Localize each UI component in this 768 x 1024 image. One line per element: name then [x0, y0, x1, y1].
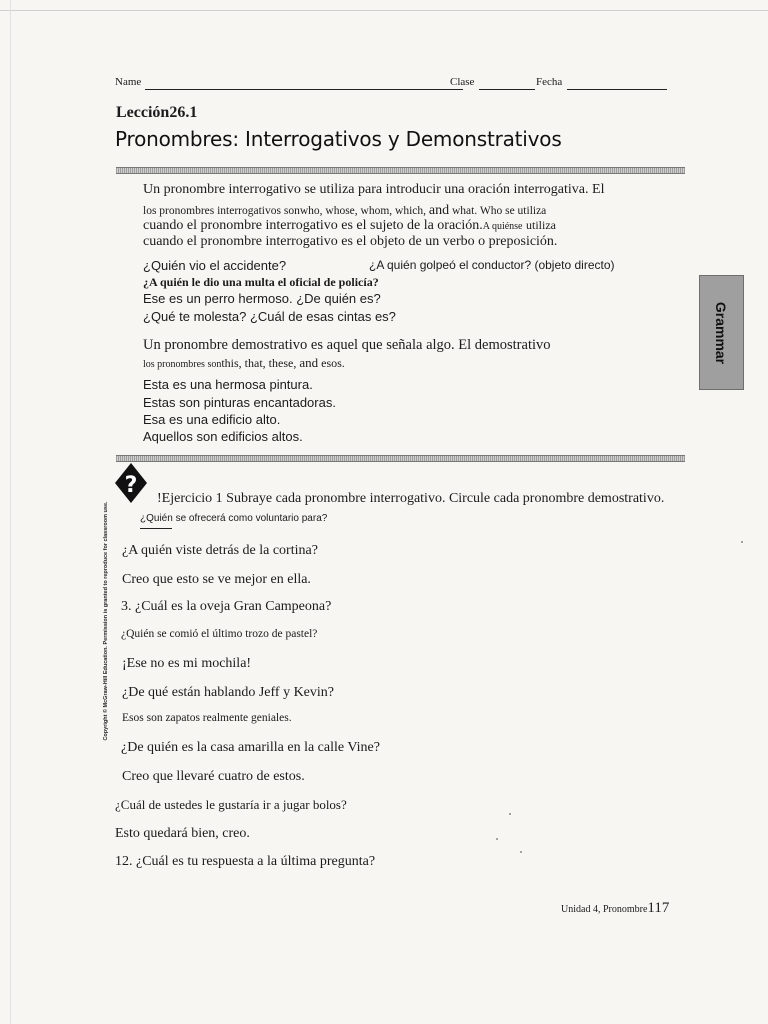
scan-speck: [509, 813, 511, 815]
example-sentence: ¿A quién golpeó el conductor? (objeto directo): [369, 258, 615, 272]
lesson-title: Pronombres: Interrogativos y Demonstrativos: [115, 127, 562, 151]
exercise-item[interactable]: ¿Quién se comió el último trozo de pastel?: [121, 628, 318, 640]
scan-speck: [741, 541, 743, 543]
example-sentence: Esta es una hermosa pintura.: [143, 377, 313, 392]
section-rule-top: [116, 167, 685, 174]
scan-speck: [520, 851, 522, 853]
grammar-side-tab: [699, 275, 744, 390]
lesson-number: Lección26.1: [116, 104, 198, 121]
intro-text-line: [143, 218, 556, 234]
date-label: Fecha: [536, 76, 563, 88]
page-footer: [561, 899, 669, 917]
scan-speck: [496, 838, 498, 840]
intro-text-fragment: this, that, these,: [221, 356, 297, 370]
exercise-item[interactable]: Esos son zapatos realmente geniales.: [122, 712, 292, 724]
exercise-instruction: !Ejercicio 1 Subraye cada pronombre interrogativo. Circule cada pronombre demostrativo.: [157, 491, 665, 506]
intro-text-fragment: cuando el pronombre interrogativo es el sujeto de la oración.: [143, 218, 483, 233]
example-sentence: Ese es un perro hermoso. ¿De quién es?: [143, 291, 381, 306]
example-sentence: Estas son pinturas encantadoras.: [143, 395, 336, 410]
class-field[interactable]: [479, 89, 535, 90]
example-sentence: Esa es una edificio alto.: [143, 412, 281, 427]
example-sentence: ¿Qué te molesta? ¿Cuál de esas cintas es?: [143, 309, 396, 324]
section-rule-bottom: [116, 455, 685, 462]
intro-text-fragment: A quiénse: [482, 221, 523, 232]
exercise-item[interactable]: Esto quedará bien, creo.: [115, 826, 250, 841]
intro-text-fragment: utiliza: [526, 218, 556, 232]
intro-text-fragment: los pronombres interrogativos sonwho, whose, whom, which,: [143, 205, 426, 217]
exercise-item[interactable]: ¡Ese no es mi mochila!: [122, 656, 252, 671]
exercise-item[interactable]: ¿Cuál de ustedes le gustaría ir a jugar bolos?: [115, 797, 347, 812]
class-label: Clase: [450, 76, 475, 88]
intro-text-fragment: and: [428, 203, 450, 218]
intro-text-fragment: what. Who se utiliza: [451, 205, 547, 217]
intro-text-fragment: los pronombres son: [143, 359, 222, 370]
intro-text-fragment: and: [299, 355, 319, 370]
exercise-item[interactable]: ¿De quién es la casa amarilla en la calle Vine?: [121, 740, 380, 755]
example-sentence: ¿A quién le dio una multa el oficial de policía?: [143, 275, 379, 289]
page-edge: [0, 10, 768, 11]
intro-text-line: cuando el pronombre interrogativo es el objeto de un verbo o preposición.: [143, 234, 558, 249]
copyright-note: [99, 480, 113, 762]
question-diamond-icon: [114, 462, 148, 508]
svg-text:?: ?: [124, 473, 138, 498]
example-underline: [140, 528, 172, 529]
worksheet-header: [115, 76, 675, 92]
exercise-item[interactable]: ¿A quién viste detrás de la cortina?: [122, 543, 318, 558]
intro-text-line: [143, 355, 345, 371]
exercise-item[interactable]: ¿De qué están hablando Jeff y Kevin?: [122, 685, 334, 700]
intro-text-line: [143, 203, 546, 219]
example-sentence: ¿Quién vio el accidente?: [143, 258, 287, 273]
exercise-example: ¿Quién se ofrecerá como voluntario para?: [140, 513, 328, 524]
example-sentence: Aquellos son edificios altos.: [143, 429, 303, 444]
exercise-item[interactable]: 3. ¿Cuál es la oveja Gran Campeona?: [121, 599, 332, 614]
intro-text-line: Un pronombre interrogativo se utiliza para introducir una oración interrogativa. El: [143, 182, 605, 197]
page-edge: [10, 0, 11, 1024]
intro-text-line: Un pronombre demostrativo es aquel que señala algo. El demostrativo: [143, 337, 551, 353]
name-field[interactable]: [145, 89, 463, 90]
date-field[interactable]: [567, 89, 667, 90]
copyright-text: Copyright © McGraw-Hill Education. Permission is granted to reproduce for classroom use.: [103, 501, 109, 741]
name-label: Name: [115, 76, 142, 88]
intro-text-fragment: esos.: [321, 356, 345, 370]
exercise-item[interactable]: Creo que esto se ve mejor en ella.: [122, 572, 311, 587]
exercise-item[interactable]: Creo que llevaré cuatro de estos.: [122, 769, 305, 784]
side-tab-label: Grammar: [713, 301, 730, 364]
footer-unit: Unidad 4, Pronombre: [561, 904, 648, 915]
exercise-item[interactable]: 12. ¿Cuál es tu respuesta a la última pregunta?: [115, 854, 376, 869]
page-number: 117: [647, 900, 670, 916]
